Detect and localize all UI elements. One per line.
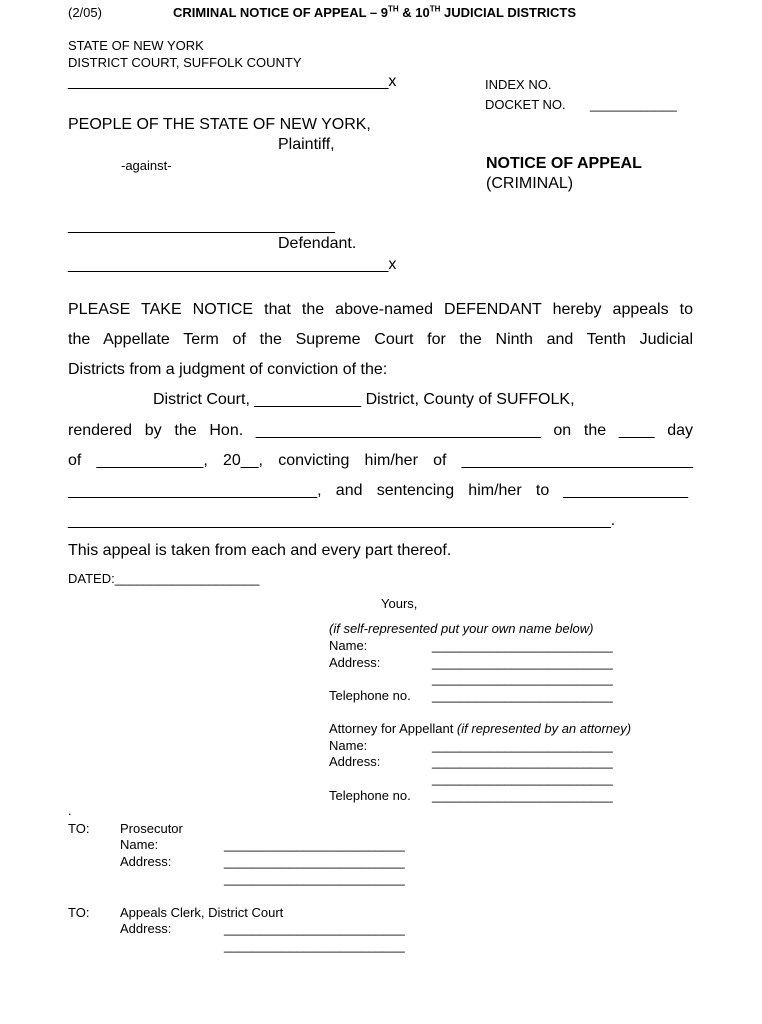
- defendant-name-blank[interactable]: ______________________________: [68, 217, 335, 234]
- attorney-telephone-blank[interactable]: _________________________: [432, 788, 613, 803]
- yours-label: Yours,: [381, 596, 418, 611]
- to-label-prosecutor: TO:: [68, 821, 90, 836]
- self-telephone-blank[interactable]: _________________________: [432, 688, 613, 703]
- plaintiff-name: PEOPLE OF THE STATE OF NEW YORK,: [68, 116, 371, 133]
- attorney-address-blank-1[interactable]: _________________________: [432, 754, 613, 769]
- notice-title: NOTICE OF APPEAL: [486, 155, 642, 172]
- attorney-name-blank[interactable]: _________________________: [432, 738, 613, 753]
- attorney-telephone-label: Telephone no.: [329, 788, 411, 803]
- index-no-label: INDEX NO.: [485, 77, 552, 92]
- self-represented-note: (if self-represented put your own name below): [329, 621, 594, 636]
- appeals-clerk-label: Appeals Clerk, District Court: [120, 905, 284, 920]
- docket-no-blank[interactable]: ____________: [590, 97, 677, 112]
- self-telephone-label: Telephone no.: [329, 688, 411, 703]
- attorney-address-label: Address:: [329, 754, 381, 769]
- defendant-role: Defendant.: [278, 235, 357, 252]
- court-heading: DISTRICT COURT, SUFFOLK COUNTY: [68, 55, 302, 70]
- attorney-address-blank-2[interactable]: _________________________: [432, 771, 613, 786]
- body-line-2: the Appellate Term of the Supreme Court for the Ninth and Tenth Judicial: [68, 331, 693, 348]
- prosecutor-label: Prosecutor: [120, 821, 183, 836]
- caption-rule-bottom: ____________________________________x: [68, 256, 397, 273]
- stray-dot: .: [68, 803, 72, 818]
- prosecutor-name-blank[interactable]: _________________________: [224, 837, 405, 852]
- body-line-9: This appeal is taken from each and every part thereof.: [68, 542, 452, 559]
- form-title-part2: & 10: [398, 5, 430, 20]
- self-address-blank-1[interactable]: _________________________: [432, 655, 613, 670]
- form-title-sup2: TH: [429, 4, 441, 14]
- docket-no-label: DOCKET NO.: [485, 97, 566, 112]
- body-line-7: ____________________________, and sentencing him/her to ______________: [68, 482, 688, 499]
- form-title-sup1: TH: [388, 4, 399, 14]
- attorney-label: Attorney for Appellant: [329, 721, 457, 736]
- body-line-4: District Court, ____________ District, County of SUFFOLK,: [153, 391, 575, 408]
- caption-rule-top: ____________________________________x: [68, 73, 397, 90]
- prosecutor-address-label: Address:: [120, 854, 172, 869]
- self-name-label: Name:: [329, 638, 368, 653]
- self-address-blank-2[interactable]: _________________________: [432, 671, 613, 686]
- prosecutor-address-blank-1[interactable]: _________________________: [224, 854, 405, 869]
- against-label: -against-: [121, 158, 172, 173]
- form-title-part1: CRIMINAL NOTICE OF APPEAL – 9: [173, 5, 389, 20]
- body-line-3: Districts from a judgment of conviction of the:: [68, 361, 388, 378]
- dated-field[interactable]: DATED:____________________: [68, 571, 260, 586]
- state-heading: STATE OF NEW YORK: [68, 38, 204, 53]
- clerk-address-blank-2[interactable]: _________________________: [224, 938, 405, 953]
- notice-subtitle: (CRIMINAL): [486, 175, 574, 192]
- prosecutor-name-label: Name:: [120, 837, 159, 852]
- body-line-1: PLEASE TAKE NOTICE that the above-named DEFENDANT hereby appeals to: [68, 301, 693, 318]
- plaintiff-role: Plaintiff,: [278, 136, 335, 153]
- clerk-address-blank-1[interactable]: _________________________: [224, 921, 405, 936]
- to-label-clerk: TO:: [68, 905, 90, 920]
- self-name-blank[interactable]: _________________________: [432, 638, 613, 653]
- clerk-address-label: Address:: [120, 921, 172, 936]
- body-line-8: _____________________________________________________________.: [68, 512, 616, 529]
- attorney-heading: [329, 721, 631, 736]
- body-line-5: rendered by the Hon. ________________________________ on the ____ day: [68, 422, 693, 439]
- body-line-6: of ____________, 20__, convicting him/her of __________________________: [68, 452, 693, 469]
- form-title: [173, 5, 576, 20]
- self-address-label: Address:: [329, 655, 381, 670]
- revision-date: (2/05): [68, 5, 102, 20]
- attorney-name-label: Name:: [329, 738, 368, 753]
- form-title-part3: JUDICIAL DISTRICTS: [440, 5, 576, 20]
- attorney-note: (if represented by an attorney): [456, 721, 632, 736]
- prosecutor-address-blank-2[interactable]: _________________________: [224, 871, 405, 886]
